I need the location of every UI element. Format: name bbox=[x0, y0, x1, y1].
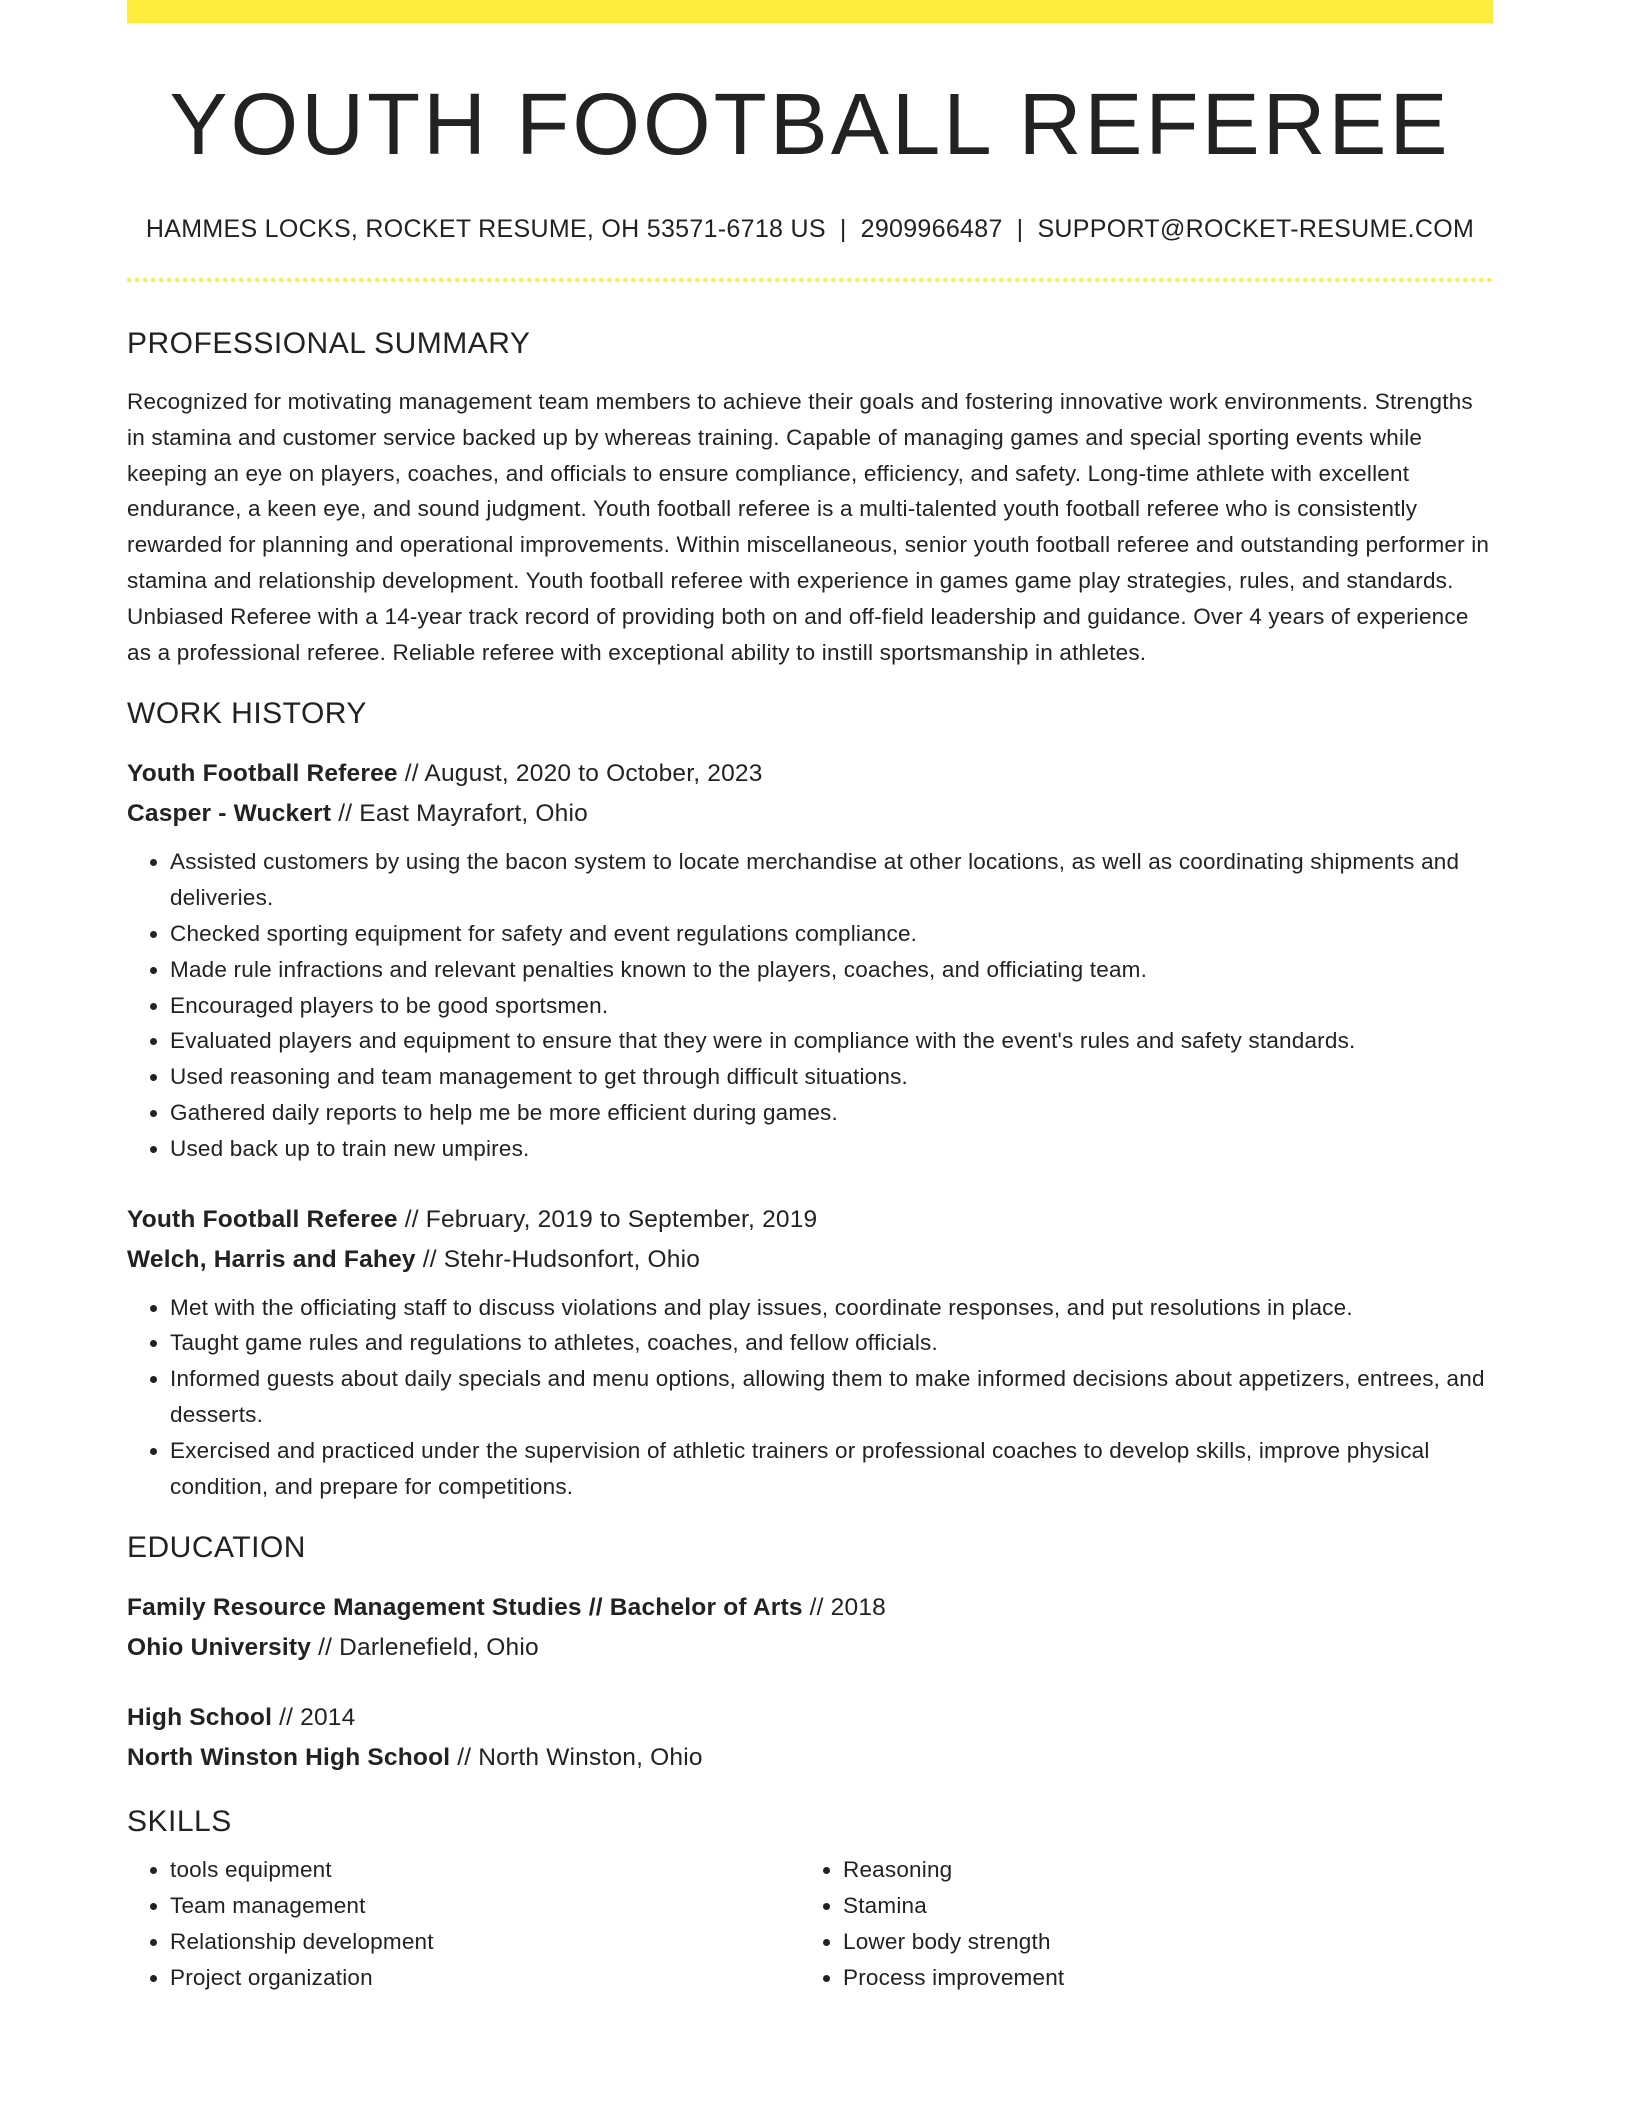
education-entry bbox=[127, 1588, 1493, 1668]
education-school: North Winston High School bbox=[127, 1744, 451, 1772]
skill-item: • Process improvement bbox=[843, 1960, 1473, 1996]
contact-separator: | bbox=[839, 215, 847, 243]
job-company: Welch, Harris and Fahey bbox=[127, 1245, 416, 1273]
job-bullet: • Gathered daily reports to help me be more efficient during games. bbox=[170, 1095, 1493, 1131]
job-bullet: • Evaluated players and equipment to ensure that they were in compliance with the event's rules and safety standards. bbox=[170, 1023, 1493, 1059]
education-school-line bbox=[127, 1628, 1493, 1668]
job-entry bbox=[127, 754, 1493, 1166]
education-degree: High School bbox=[127, 1704, 273, 1732]
skill-item: • Stamina bbox=[843, 1888, 1473, 1924]
skill-item: • Reasoning bbox=[843, 1852, 1473, 1888]
job-dates: // August, 2020 to October, 2023 bbox=[397, 760, 763, 788]
education-degree-line bbox=[127, 1698, 1493, 1738]
skill-item: • Project organization bbox=[170, 1960, 800, 1996]
job-bullet: • Made rule infractions and relevant penalties known to the players, coaches, and officiating team. bbox=[170, 952, 1493, 988]
job-location: // East Mayrafort, Ohio bbox=[331, 800, 588, 828]
contact-address: HAMMES LOCKS, ROCKET RESUME, OH 53571-6718 US bbox=[145, 215, 826, 243]
resume-page bbox=[127, 0, 1493, 1996]
job-company-line bbox=[127, 794, 1493, 834]
contact-phone: 2909966487 bbox=[860, 215, 1003, 243]
education-location: // Darlenefield, Ohio bbox=[311, 1634, 539, 1662]
job-entry bbox=[127, 1200, 1493, 1505]
skills-columns bbox=[127, 1852, 1493, 1995]
accent-top-bar bbox=[127, 0, 1493, 23]
skill-item: • Lower body strength bbox=[843, 1924, 1473, 1960]
job-location: // Stehr-Hudsonfort, Ohio bbox=[415, 1245, 701, 1273]
job-title-line bbox=[127, 754, 1493, 794]
job-bullet: • Checked sporting equipment for safety and event regulations compliance. bbox=[170, 916, 1493, 952]
job-role: Youth Football Referee bbox=[127, 760, 398, 788]
contact-email: SUPPORT@ROCKET-RESUME.COM bbox=[1037, 215, 1475, 243]
education-degree: Family Resource Management Studies // Bachelor of Arts bbox=[127, 1594, 803, 1622]
education-location: // North Winston, Ohio bbox=[450, 1744, 703, 1772]
job-bullet: • Exercised and practiced under the supervision of athletic trainers or professional coaches to develop skills, improve physical condition, and prepare for competitions. bbox=[170, 1433, 1493, 1505]
job-bullet: • Assisted customers by using the bacon system to locate merchandise at other locations, as well as coordinating shipments and deliveries. bbox=[170, 844, 1493, 916]
education-heading: EDUCATION bbox=[127, 1531, 306, 1565]
skill-item: • tools equipment bbox=[170, 1852, 800, 1888]
job-bullet-list bbox=[127, 844, 1493, 1166]
education-year: // 2018 bbox=[802, 1594, 886, 1622]
summary-heading: PROFESSIONAL SUMMARY bbox=[127, 327, 531, 360]
skills-list-left bbox=[127, 1852, 800, 1995]
summary-text: Recognized for motivating management team members to achieve their goals and fostering innovative work environments. Strengths in stamina and customer service backed up by whereas training. Capable of managing games and special sporting events while keeping an eye on players, coaches, and officials to ensure compliance, efficiency, and safety. Long-time athlete with excellent endurance, a keen eye, and sound judgment. Youth football referee is a multi-talented youth football referee who is consistently rewarded for planning and operational improvements. Within miscellaneous, senior youth football referee and outstanding performer in stamina and relationship development. Youth football referee with experience in games game play strategies, rules, and standards. Unbiased Referee with a 14-year track record of providing both on and off-field leadership and guidance. Over 4 years of experience as a professional referee. Reliable referee with exceptional ability to instill sportsmanship in athletes. bbox=[127, 389, 1490, 665]
education-entry bbox=[127, 1698, 1493, 1778]
skills-heading: SKILLS bbox=[127, 1805, 232, 1839]
job-bullet: • Used reasoning and team management to get through difficult situations. bbox=[170, 1059, 1493, 1095]
dotted-divider bbox=[127, 278, 1493, 282]
job-bullet: • Used back up to train new umpires. bbox=[170, 1131, 1493, 1167]
work-history-heading: WORK HISTORY bbox=[127, 697, 367, 731]
job-company-line bbox=[127, 1240, 1493, 1280]
job-bullet-list bbox=[127, 1290, 1493, 1505]
education-school: Ohio University bbox=[127, 1634, 312, 1662]
job-company: Casper - Wuckert bbox=[127, 800, 332, 828]
skill-item: • Relationship development bbox=[170, 1924, 800, 1960]
job-bullet: • Encouraged players to be good sportsmen. bbox=[170, 988, 1493, 1024]
skill-item: • Team management bbox=[170, 1888, 800, 1924]
job-title-line bbox=[127, 1200, 1493, 1240]
job-bullet: • Informed guests about daily specials and menu options, allowing them to make informed decisions about appetizers, entrees, and desserts. bbox=[170, 1361, 1493, 1433]
education-year: // 2014 bbox=[272, 1704, 356, 1732]
job-bullet: • Taught game rules and regulations to athletes, coaches, and fellow officials. bbox=[170, 1325, 1493, 1361]
skills-list-right bbox=[800, 1852, 1473, 1995]
contact-separator: | bbox=[1016, 215, 1024, 243]
contact-line bbox=[127, 214, 1493, 244]
job-dates: // February, 2019 to September, 2019 bbox=[397, 1205, 818, 1233]
education-school-line bbox=[127, 1738, 1493, 1778]
resume-name: YOUTH FOOTBALL REFEREE bbox=[169, 76, 1451, 173]
job-role: Youth Football Referee bbox=[127, 1205, 398, 1233]
education-degree-line bbox=[127, 1588, 1493, 1628]
job-bullet: • Met with the officiating staff to discuss violations and play issues, coordinate responses, and put resolutions in place. bbox=[170, 1290, 1493, 1326]
